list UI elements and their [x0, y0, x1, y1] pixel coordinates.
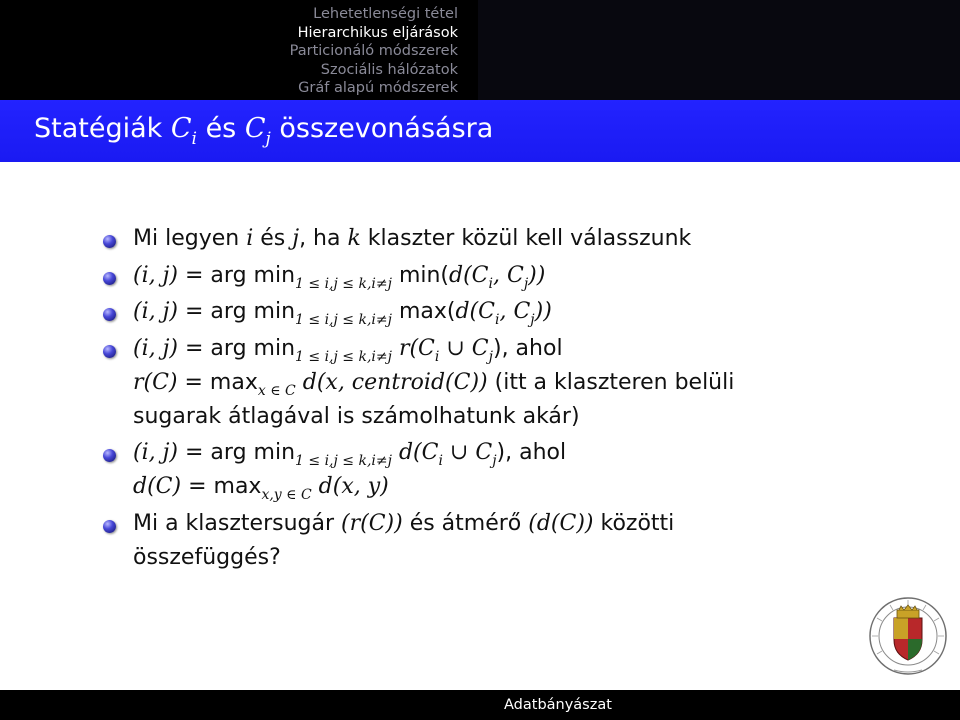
sphere-bullet-icon: [103, 272, 116, 285]
diameter-definition: [133, 470, 960, 504]
math-lhs: (i, j): [133, 335, 179, 361]
header-navigation: [0, 0, 960, 100]
university-seal-logo: [868, 596, 948, 676]
math-op: = max: [177, 369, 258, 395]
math-sub-j: j: [523, 275, 529, 292]
math-arg: d(x, centroid(C)): [295, 369, 488, 395]
math-close: )): [534, 299, 552, 324]
footer-course-title: Adatbányászat: [504, 697, 612, 713]
text: Mi legyen: [133, 226, 247, 251]
math-lhs: (i, j): [133, 262, 179, 288]
sphere-bullet-icon: [103, 308, 116, 321]
title-symbol-c-2: C: [244, 113, 266, 144]
title-text: Statégiák: [34, 113, 171, 144]
formula-diameter: [133, 436, 960, 470]
footer-left: [0, 690, 478, 720]
nav-item-graf-alapu-modszerek[interactable]: Gráf alapú módszerek: [298, 80, 458, 96]
radius-note: sugarak átlagával is számolhatunk akár): [133, 403, 580, 429]
math-sub-i: i: [438, 453, 443, 469]
math-op: = arg min: [178, 299, 296, 324]
title-text-suffix: összevonásásra: [270, 113, 494, 144]
text: és átmérő: [402, 510, 529, 536]
sphere-bullet-icon: [103, 235, 116, 248]
bullet-item-3: [0, 295, 960, 329]
question-line-2: összefüggés?: [133, 544, 281, 570]
nav-item-particionalo-modszerek[interactable]: Particionáló módszerek: [289, 43, 458, 59]
title-subscript-i: i: [191, 129, 197, 149]
text: (itt a klaszteren belüli: [487, 369, 735, 395]
math-fn: min(: [391, 262, 450, 288]
nav-item-lehetetlensegi-tetel[interactable]: Lehetetlenségi tétel: [313, 6, 458, 22]
text: Mi a klasztersugár: [133, 510, 342, 536]
bullet-item-6: [0, 507, 960, 575]
bullet-item-4: [0, 332, 960, 434]
math-sub-j: j: [492, 453, 497, 469]
math-arg: d(C: [391, 440, 439, 465]
math-radius: (r(C)): [341, 510, 403, 536]
math-subscript: 1 ≤ i,j ≤ k,i≠j: [295, 348, 392, 365]
math-sub-i: i: [488, 275, 493, 292]
math-union: ∪ C: [442, 440, 493, 465]
radius-definition: [133, 366, 960, 400]
math-subscript: x,y ∈ C: [261, 487, 312, 503]
math-subscript: 1 ≤ i,j ≤ k,i≠j: [295, 453, 392, 469]
math-arg: , C: [499, 299, 531, 324]
math-close: )): [528, 262, 546, 288]
math-lhs: (i, j): [133, 299, 179, 324]
math-op: = arg min: [178, 262, 296, 288]
title-subscript-j: j: [265, 129, 271, 149]
math-subscript: x ∈ C: [257, 382, 296, 399]
bullet-item-1: [0, 222, 960, 256]
footer-right: [478, 690, 960, 720]
math-subscript: 1 ≤ i,j ≤ k,i≠j: [295, 312, 392, 328]
subsection-navigation: [478, 0, 960, 100]
math-close: ), ahol: [496, 440, 567, 465]
sphere-bullet-icon: [103, 520, 116, 533]
formula-radius: [133, 332, 960, 366]
math-arg: d(C: [449, 262, 489, 288]
section-navigation: [0, 0, 478, 100]
bullet-item-5: [0, 436, 960, 504]
slide-title: [34, 113, 493, 149]
math-j: j: [292, 226, 300, 251]
math-op: = arg min: [178, 335, 296, 361]
nav-item-hierarchikus-eljarasok[interactable]: Hierarchikus eljárások: [297, 24, 458, 41]
sphere-bullet-icon: [103, 449, 116, 462]
text: , ha: [299, 226, 348, 251]
nav-item-szocialis-halozatok[interactable]: Szociális hálózatok: [320, 61, 458, 78]
math-i: i: [246, 226, 254, 251]
math-lhs: (i, j): [133, 440, 179, 465]
math-union: ∪ C: [439, 335, 489, 361]
math-close: ), ahol: [492, 335, 563, 361]
title-symbol-c: C: [170, 113, 192, 144]
math-fn: max(: [391, 299, 456, 324]
text: közötti: [593, 510, 675, 536]
math-diameter: (d(C)): [528, 510, 594, 536]
bullet-1-line: [133, 222, 960, 256]
text: klaszter közül kell válasszunk: [360, 226, 692, 251]
math-subscript: 1 ≤ i,j ≤ k,i≠j: [295, 275, 392, 292]
math-sub-j: j: [530, 312, 535, 328]
math-arg: d(C: [455, 299, 495, 324]
title-text-and: és: [196, 113, 245, 144]
math-arg: d(x, y): [311, 474, 389, 499]
slide-title-bar: [0, 100, 960, 162]
math-op: = max: [181, 474, 262, 499]
math-op: = arg min: [178, 440, 296, 465]
math-lhs: d(C): [133, 474, 182, 499]
question-line-1: [133, 507, 960, 541]
footer-bar: [0, 690, 960, 720]
formula-complete-linkage: [133, 295, 960, 329]
math-sub-i: i: [494, 312, 500, 328]
formula-single-linkage: [133, 259, 960, 293]
math-arg: , C: [493, 262, 524, 288]
sphere-bullet-icon: [103, 345, 116, 358]
math-sub-i: i: [434, 348, 440, 365]
math-lhs: r(C): [133, 369, 178, 395]
bullet-item-2: [0, 259, 960, 293]
bullet-list: [0, 222, 960, 575]
math-arg: r(C: [391, 335, 435, 361]
math-sub-j: j: [488, 348, 493, 365]
text: és: [253, 226, 293, 251]
math-k: k: [347, 226, 361, 251]
